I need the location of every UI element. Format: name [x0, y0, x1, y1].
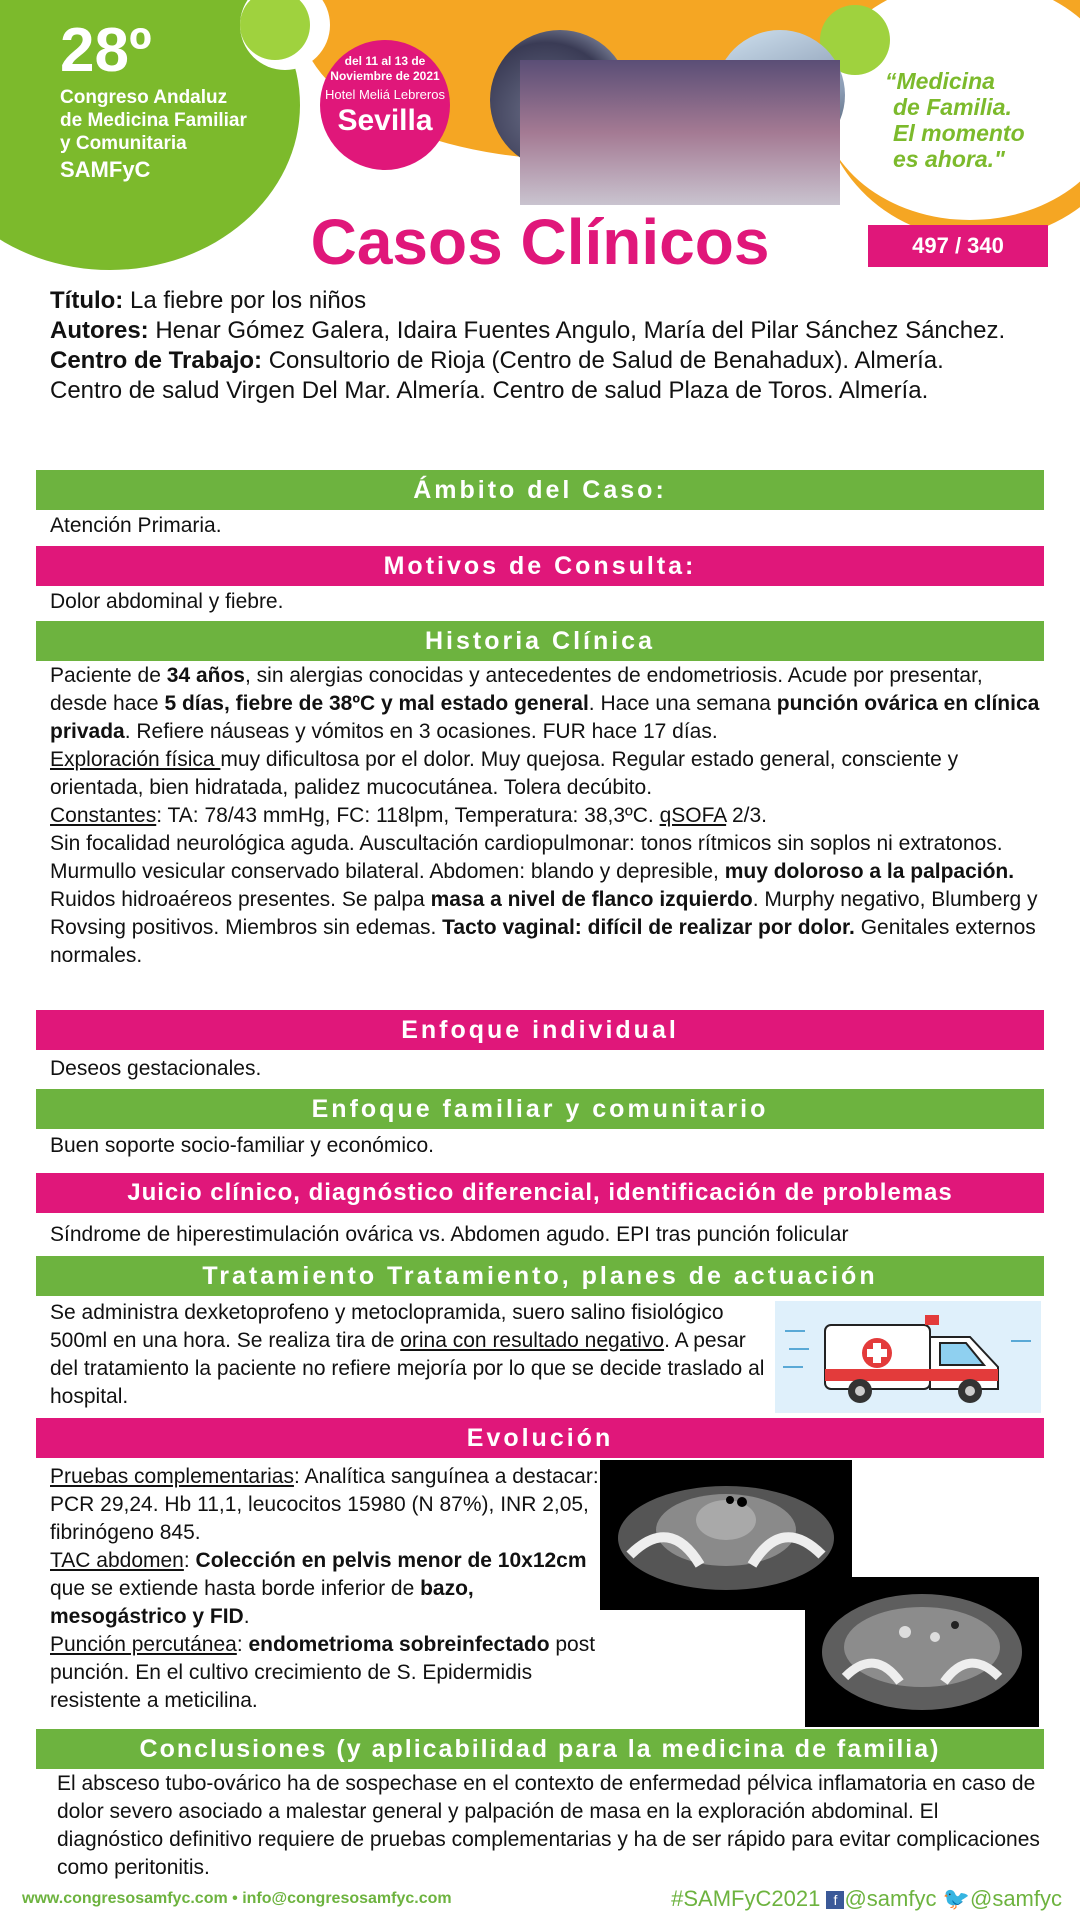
text-run: Genitales externos normales.: [50, 916, 1036, 967]
footer-contact: www.congresosamfyc.com • info@congresosamfyc.com: [22, 1890, 452, 1907]
title-label: Título:: [50, 287, 124, 314]
text-run: 34 años: [166, 664, 245, 687]
text-run: muy doloroso a la palpación.: [724, 860, 1015, 883]
dates-line-1: del 11 al 13 de: [344, 54, 426, 68]
slogan-line: “Medicina: [885, 68, 995, 94]
footer-social: [671, 1886, 1062, 1912]
section-text-historia: [50, 662, 1040, 970]
slogan-line: El momento: [893, 120, 1025, 146]
facebook-icon: f: [826, 1891, 844, 1909]
section-text-juicio: Síndrome de hiperestimulación ovárica vs. Abdomen agudo. EPI tras punción folicular: [50, 1223, 849, 1246]
page-title: Casos Clínicos: [310, 206, 770, 278]
evolucion-paragraph-3: [50, 1631, 610, 1715]
section-heading-tratamiento: Tratamiento Tratamiento, planes de actuación: [36, 1256, 1044, 1296]
section-heading-juicio: Juicio clínico, diagnóstico diferencial, identificación de problemas: [36, 1173, 1044, 1213]
brand: SAMFyC: [60, 157, 151, 182]
text-run: endometrioma sobreinfectado: [248, 1633, 550, 1656]
text-run: Ruidos hidroaéreos presentes. Se palpa: [50, 888, 431, 911]
historia-paragraph-2: [50, 746, 1040, 802]
city-photo: [520, 60, 840, 205]
title-row: [50, 286, 1010, 316]
section-heading-motivos: Motivos de Consulta:: [36, 546, 1044, 586]
text-run: Constantes: [50, 804, 157, 827]
section-text-evolucion: [50, 1463, 610, 1715]
edition-number: 28º: [60, 16, 152, 85]
twitter-icon: 🐦: [942, 1886, 970, 1911]
historia-paragraph-3: [50, 802, 1040, 830]
section-text-enfoque-individual: Deseos gestacionales.: [50, 1057, 262, 1080]
text-run: Pruebas complementarias: [50, 1465, 294, 1488]
congress-name-line-1: Congreso Andaluz: [60, 87, 228, 108]
text-run: bazo, mesogástrico y FID: [50, 1577, 474, 1628]
hashtag: #SAMFyC2021: [671, 1886, 821, 1911]
text-run: : TA: 78/43 mmHg, FC: 118lpm, Temperatura: 38,3ºC.: [156, 804, 660, 827]
text-run: . Refiere náuseas y vómitos en 3 ocasiones. FUR hace 17 días.: [124, 720, 718, 743]
text-run: . Hace una semana: [588, 692, 777, 715]
text-run: post punción. En el cultivo crecimiento de S. Epidermidis resistente a meticilina.: [50, 1633, 596, 1712]
dates-line-2: Noviembre de 2021: [330, 69, 440, 83]
authors-label: Autores:: [50, 317, 149, 344]
facebook-handle[interactable]: @samfyc: [844, 1886, 937, 1911]
text-run: muy dificultosa por el dolor. Muy quejosa. Regular estado general, consciente y orientada, bien hidratada, palidez mucocutánea. Tolera decúbito.: [50, 748, 959, 799]
title-value: La fiebre por los niños: [129, 287, 367, 314]
venue: Hotel Meliá Lebreros: [325, 87, 445, 102]
text-run: punción ovárica en clínica privada: [50, 692, 1040, 743]
text-run: . Murphy negativo, Blumberg y Rovsing positivos. Miembros sin edemas.: [50, 888, 1038, 939]
text-run: 2/3.: [726, 804, 767, 827]
evolucion-paragraph-1: [50, 1463, 610, 1547]
congress-logo: [60, 16, 247, 183]
text-run: Punción percutánea: [50, 1633, 237, 1656]
text-run: , sin alergias conocidas y antecedentes de endometriosis. Acude por presentar, desde hace: [50, 664, 983, 715]
text-run: orina con resultado negativo: [400, 1329, 665, 1352]
historia-paragraph-4: [50, 830, 1040, 970]
ct-scan-icon: [805, 1577, 1039, 1727]
text-run: Exploración física: [50, 748, 221, 771]
text-run: .: [243, 1605, 250, 1628]
text-run: : Analítica sanguínea a destacar: PCR 29,24. Hb 11,1, leucocitos 15980 (N 87%), INR 2,05, fibrinógeno 845.: [50, 1465, 599, 1544]
city: Sevilla: [337, 104, 433, 137]
historia-paragraph-1: [50, 662, 1040, 746]
ct-scan-image-2: [805, 1577, 1039, 1727]
section-heading-ambito: Ámbito del Caso:: [36, 470, 1044, 510]
text-run: 5 días, fiebre de 38ºC y mal estado general: [164, 692, 589, 715]
section-text-enfoque-familiar: Buen soporte socio-familiar y económico.: [50, 1134, 435, 1157]
workplace-row: [50, 346, 1010, 406]
workplace-label: Centro de Trabajo:: [50, 347, 263, 374]
text-run: qSOFA: [659, 804, 727, 827]
date-badge: [320, 40, 450, 170]
slogan: [885, 68, 1025, 172]
text-run: TAC abdomen: [50, 1549, 184, 1572]
section-heading-evolucion: Evolución: [36, 1418, 1044, 1458]
section-text-ambito: Atención Primaria.: [50, 514, 222, 537]
text-run: Tacto vaginal: difícil de realizar por dolor.: [442, 916, 855, 939]
text-run: Paciente de: [50, 664, 167, 687]
text-run: Se administra dexketoprofeno y metoclopramida, suero salino fisiológico 500ml en una hora. Se realiza tira de: [50, 1301, 724, 1352]
text-run: Colección en pelvis menor de 10x12cm: [195, 1549, 587, 1572]
slogan-line: de Familia.: [893, 94, 1012, 120]
congress-name-line-2: de Medicina Familiar: [60, 110, 247, 131]
footer: [22, 1886, 1062, 1912]
case-meta: [50, 286, 1010, 406]
ambulance-icon: [775, 1301, 1041, 1413]
slogan-line: es ahora.": [893, 146, 1005, 172]
section-heading-enfoque-individual: Enfoque individual: [36, 1010, 1044, 1050]
section-heading-historia: Historia Clínica: [36, 621, 1044, 661]
section-text-conclusiones: El absceso tubo-ovárico ha de sospechase en el contexto de enfermedad pélvica inflamatoria en caso de dolor severo asociado a malestar general y palpación de masa en la exploración abdominal. El diagnóstico definitivo requiere de pruebas complementarias y ha de ser rápido para evitar complicaciones como peritonitis.: [57, 1772, 1040, 1879]
text-run: :: [183, 1549, 196, 1572]
twitter-handle[interactable]: @samfyc: [969, 1886, 1062, 1911]
text-run: :: [236, 1633, 249, 1656]
authors-row: [50, 316, 1010, 346]
text-run: . A pesar del tratamiento la paciente no refiere mejoría por lo que se decide traslado al hospital.: [50, 1329, 765, 1408]
section-text-motivos: Dolor abdominal y fiebre.: [50, 590, 284, 613]
authors-value: Henar Gómez Galera, Idaira Fuentes Angulo, María del Pilar Sánchez Sánchez.: [155, 317, 1006, 344]
congress-name-line-3: y Comunitaria: [60, 133, 187, 154]
ambulance-illustration: [775, 1301, 1041, 1413]
case-id-badge: 497 / 340: [868, 225, 1048, 267]
text-run: Sin focalidad neurológica aguda. Auscultación cardiopulmonar: tonos rítmicos sin soplos ni extratonos. Murmullo vesicular conservado bilateral. Abdomen: blando y depresible,: [50, 832, 1003, 883]
text-run: masa a nivel de flanco izquierdo: [430, 888, 753, 911]
section-heading-conclusiones: Conclusiones (y aplicabilidad para la medicina de familia): [36, 1729, 1044, 1769]
text-run: que se extiende hasta borde inferior de: [50, 1577, 421, 1600]
section-text-tratamiento: [50, 1299, 770, 1411]
evolucion-paragraph-2: [50, 1547, 610, 1631]
workplace-value: Consultorio de Rioja (Centro de Salud de Benahadux). Almería. Centro de salud Virgen Del Mar. Almería. Centro de salud Plaza de Toros. Almería.: [50, 347, 944, 404]
section-heading-enfoque-familiar: Enfoque familiar y comunitario: [36, 1089, 1044, 1129]
